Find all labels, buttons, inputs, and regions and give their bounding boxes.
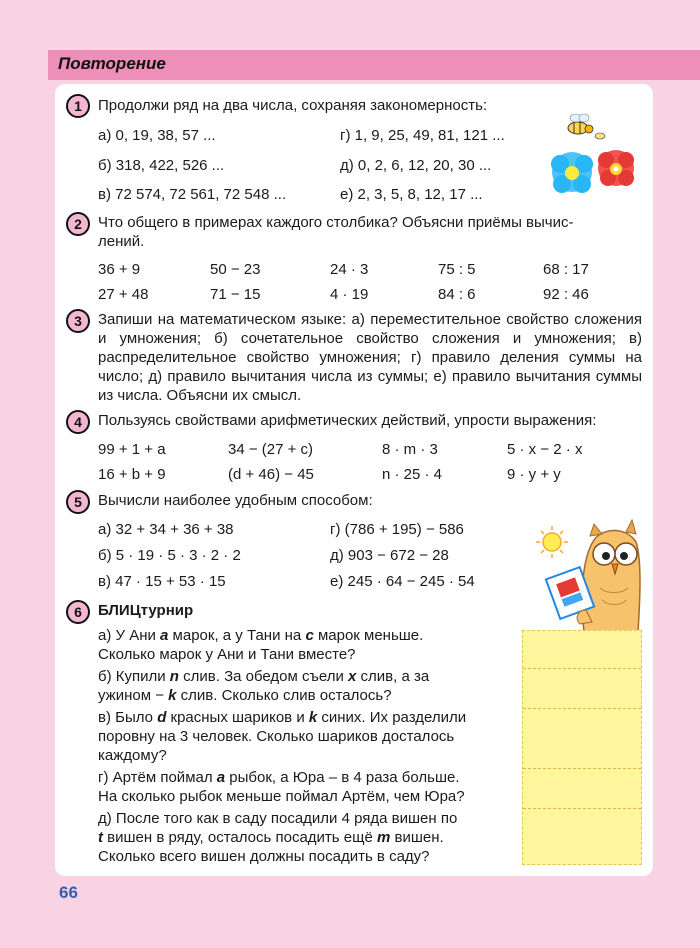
sun-icon [536, 526, 568, 558]
task-5-item-v: в) 47 · 15 + 53 · 15 [98, 573, 226, 590]
task-4-text: Пользуясь свойствами арифметических действий, упрости выражения: [98, 412, 597, 429]
task-6d-line2: t вишен в ряду, осталось посадить ещё m вишен. [98, 829, 444, 846]
blue-flower-icon [551, 152, 593, 193]
task-5-text: Вычисли наиболее удобным способом: [98, 492, 373, 509]
bee-icon [568, 114, 605, 139]
answer-box-d[interactable] [523, 808, 641, 863]
task-2-line1: Что общего в примерах каждого столбика? Объясни приёмы вычис- [98, 214, 574, 231]
task-2-number: 2 [66, 212, 90, 236]
answer-box-v[interactable] [523, 708, 641, 769]
task-4-expr: 99 + 1 + a [98, 441, 166, 458]
task-6g-line2: На сколько рыбок меньше поймал Артём, чем Юра? [98, 788, 465, 805]
task-3-text: Запиши на математическом языке: а) переместительное свойство сложения и умножения; б) сочетательное свойство сложения и умножения; в) распределительное свойство умножения; г) правило деления суммы на число; д) правило вычитания числа из суммы; е) правило вычитания суммы из числа. Объясни их смысл. [98, 311, 642, 404]
task-1-item-a: а) 0, 19, 38, 57 ... [98, 127, 216, 144]
task-6a-line1: а) У Ани a марок, а у Тани на c марок меньше. [98, 627, 424, 644]
task-4-expr: (d + 46) − 45 [228, 466, 314, 483]
task-6-title: БЛИЦтурнир [98, 602, 194, 619]
task-2-expr: 50 − 23 [210, 261, 261, 278]
owl-illustration [522, 518, 642, 632]
task-2-expr: 71 − 15 [210, 286, 261, 303]
task-6d-line3: Сколько всего вишен должны посадить в саду? [98, 848, 430, 865]
task-2-expr: 27 + 48 [98, 286, 149, 303]
task-1-item-d: д) 0, 2, 6, 12, 20, 30 ... [340, 157, 492, 174]
task-2-expr: 4 · 19 [330, 286, 369, 303]
task-4-expr: 5 · x − 2 · x [507, 441, 583, 458]
task-5-number: 5 [66, 490, 90, 514]
task-4-number: 4 [66, 410, 90, 434]
flowers-bee-illustration [548, 108, 644, 204]
task-6-number: 6 [66, 600, 90, 624]
task-6v-line1: в) Было d красных шариков и k синих. Их разделили [98, 709, 467, 726]
task-6g-line1: г) Артём поймал a рыбок, а Юра – в 4 раза больше. [98, 769, 460, 786]
answer-column [522, 630, 642, 865]
task-6b-line1: б) Купили n слив. За обедом съели x слив, а за [98, 668, 430, 685]
task-6b-line2: ужином − k слив. Сколько слив осталось? [98, 687, 392, 704]
task-5-item-d: д) 903 − 672 − 28 [330, 547, 449, 564]
section-title: Повторение [58, 54, 166, 73]
task-4-expr: 34 − (27 + c) [228, 441, 314, 458]
task-2-line2: лений. [98, 233, 145, 250]
task-5-item-e: е) 245 · 64 − 245 · 54 [330, 573, 475, 590]
task-2-expr: 68 : 17 [543, 261, 589, 278]
page-number: 66 [59, 883, 78, 902]
task-1-item-e: е) 2, 3, 5, 8, 12, 17 ... [340, 186, 483, 203]
task-2-expr: 92 : 46 [543, 286, 589, 303]
task-1-number: 1 [66, 94, 90, 118]
task-2-expr: 75 : 5 [438, 261, 476, 278]
task-2-expr: 24 · 3 [330, 261, 369, 278]
task-1-item-v: в) 72 574, 72 561, 72 548 ... [98, 186, 287, 203]
answer-box-a[interactable] [523, 631, 641, 669]
task-2-expr: 36 + 9 [98, 261, 141, 278]
red-flower-icon [598, 150, 634, 186]
task-6d-line1: д) После того как в саду посадили 4 ряда вишен по [98, 810, 458, 827]
answer-box-b[interactable] [523, 668, 641, 709]
task-4-expr: 16 + b + 9 [98, 466, 166, 483]
task-1-item-b: б) 318, 422, 526 ... [98, 157, 225, 174]
task-5-item-a: а) 32 + 34 + 36 + 38 [98, 521, 234, 538]
task-6v-line3: каждому? [98, 747, 167, 764]
task-1-text: Продолжи ряд на два числа, сохраняя закономерность: [98, 97, 488, 114]
task-3-number: 3 [66, 309, 90, 333]
task-5-item-g: г) (786 + 195) − 586 [330, 521, 464, 538]
task-6a-line2: Сколько марок у Ани и Тани вместе? [98, 646, 356, 663]
task-4-expr: 8 · m · 3 [382, 441, 438, 458]
owl-icon [582, 520, 640, 632]
task-2-expr: 84 : 6 [438, 286, 476, 303]
task-5-item-b: б) 5 · 19 · 5 · 3 · 2 · 2 [98, 547, 241, 564]
task-6v-line2: поровну на 3 человек. Сколько шариков досталось [98, 728, 455, 745]
task-4-expr: 9 · y + y [507, 466, 561, 483]
task-4-expr: n · 25 · 4 [382, 466, 443, 483]
answer-box-g[interactable] [523, 768, 641, 809]
task-1-item-g: г) 1, 9, 25, 49, 81, 121 ... [340, 127, 505, 144]
